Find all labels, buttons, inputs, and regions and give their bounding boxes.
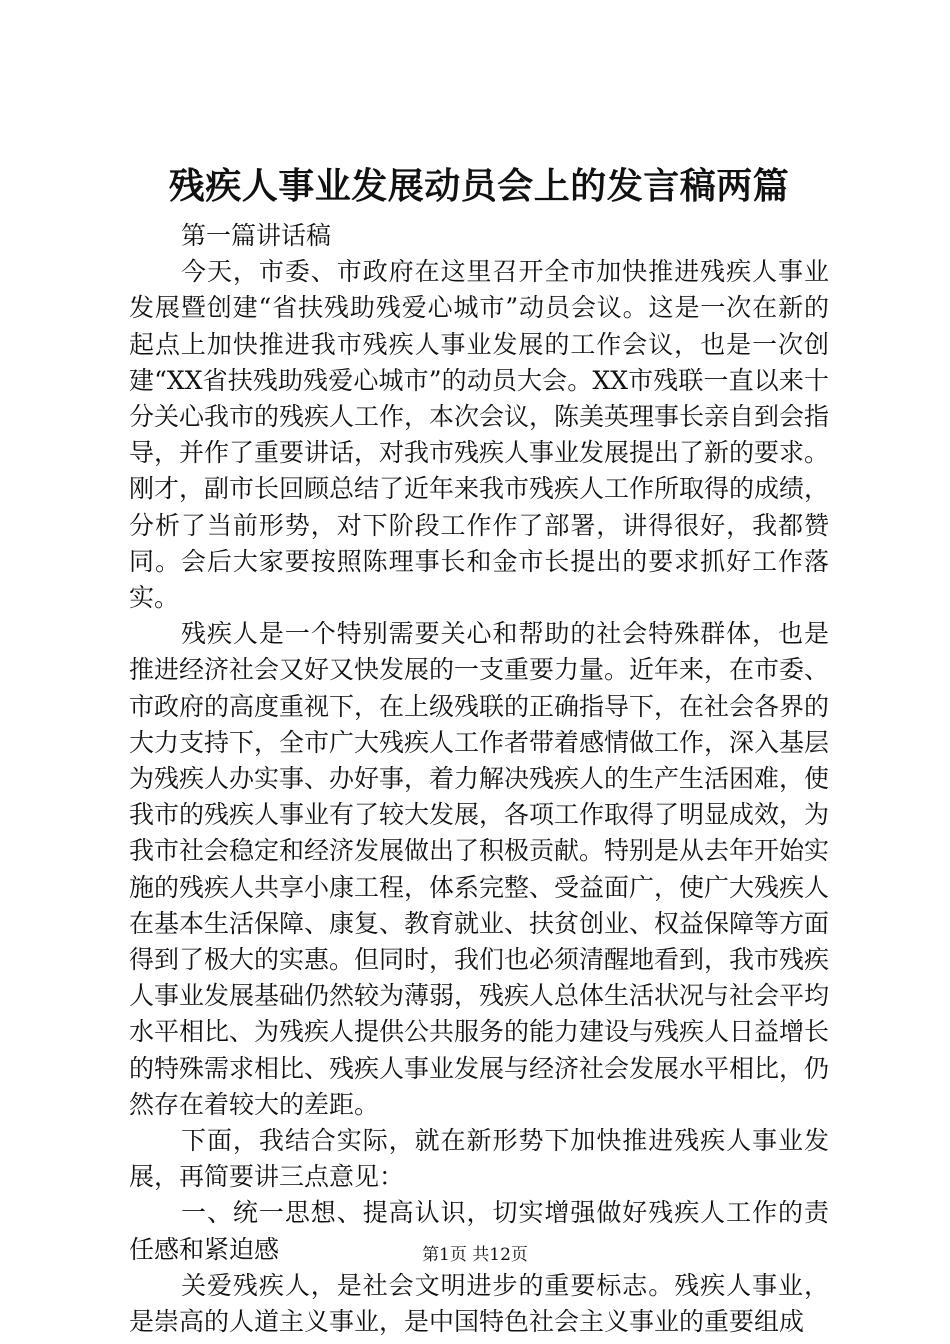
document-body	[129, 158, 829, 1340]
body-paragraph: 下面，我结合实际，就在新形势下加快推进残疾人事业发展，再简要讲三点意见：	[129, 1126, 829, 1192]
document-title: 残疾人事业发展动员会上的发言稿两篇	[168, 165, 790, 207]
body-paragraph: 残疾人是一个特别需要关心和帮助的社会特殊群体，也是推进经济社会又好又快发展的一支重要力量。近年来，在市委、市政府的高度重视下，在上级残联的正确指导下，在社会各界的大力支持下，全市广大残疾人工作者带着感情做工作，深入基层为残疾人办实事、办好事，着力解决残疾人的生产生活困难，使我市的残疾人事业有了较大发展，各项工作取得了明显成效，为我市社会稳定和经济发展做出了积极贡献。特别是从去年开始实施的残疾人共享小康工程，体系完整、受益面广，使广大残疾人在基本生活保障、康复、教育就业、扶贫创业、权益保障等方面得到了极大的实惠。但同时，我们也必须清醒地看到，我市残疾人事业发展基础仍然较为薄弱，残疾人总体生活状况与社会平均水平相比、为残疾人提供公共服务的能力建设与残疾人日益增长的特殊需求相比、残疾人事业发展与经济社会发展水平相比，仍然存在着较大的差距。	[129, 619, 830, 1119]
subsection-heading: 一、统一思想、提高认识，切实增强做好残疾人工作的责任感和紧迫感	[129, 1198, 829, 1264]
section-heading: 第一篇讲话稿	[181, 221, 332, 250]
body-paragraph: 关爱残疾人，是社会文明进步的重要标志。残疾人事业，是崇高的人道主义事业，是中国特色社会主义事业的重要组成	[129, 1270, 829, 1337]
body-paragraph: 今天，市委、市政府在这里召开全市加快推进残疾人事业发展暨创建“省扶残助残爱心城市”动员会议。这是一次在新的起点上加快推进我市残疾人事业发展的工作会议，也是一次创建“XX省扶残助残爱心城市”的动员大会。XX市残联一直以来十分关心我市的残疾人工作，本次会议，陈美英理事长亲自到会指导，并作了重要讲话，对我市残疾人事业发展提出了新的要求。刚才，副市长回顾总结了近年来我市残疾人工作所取得的成绩，分析了当前形势，对下阶段工作作了部署，讲得很好，我都赞同。会后大家要按照陈理事长和金市长提出的要求抓好工作落实。	[129, 257, 830, 613]
page-number-footer: 第1页 共12页	[422, 1245, 528, 1265]
